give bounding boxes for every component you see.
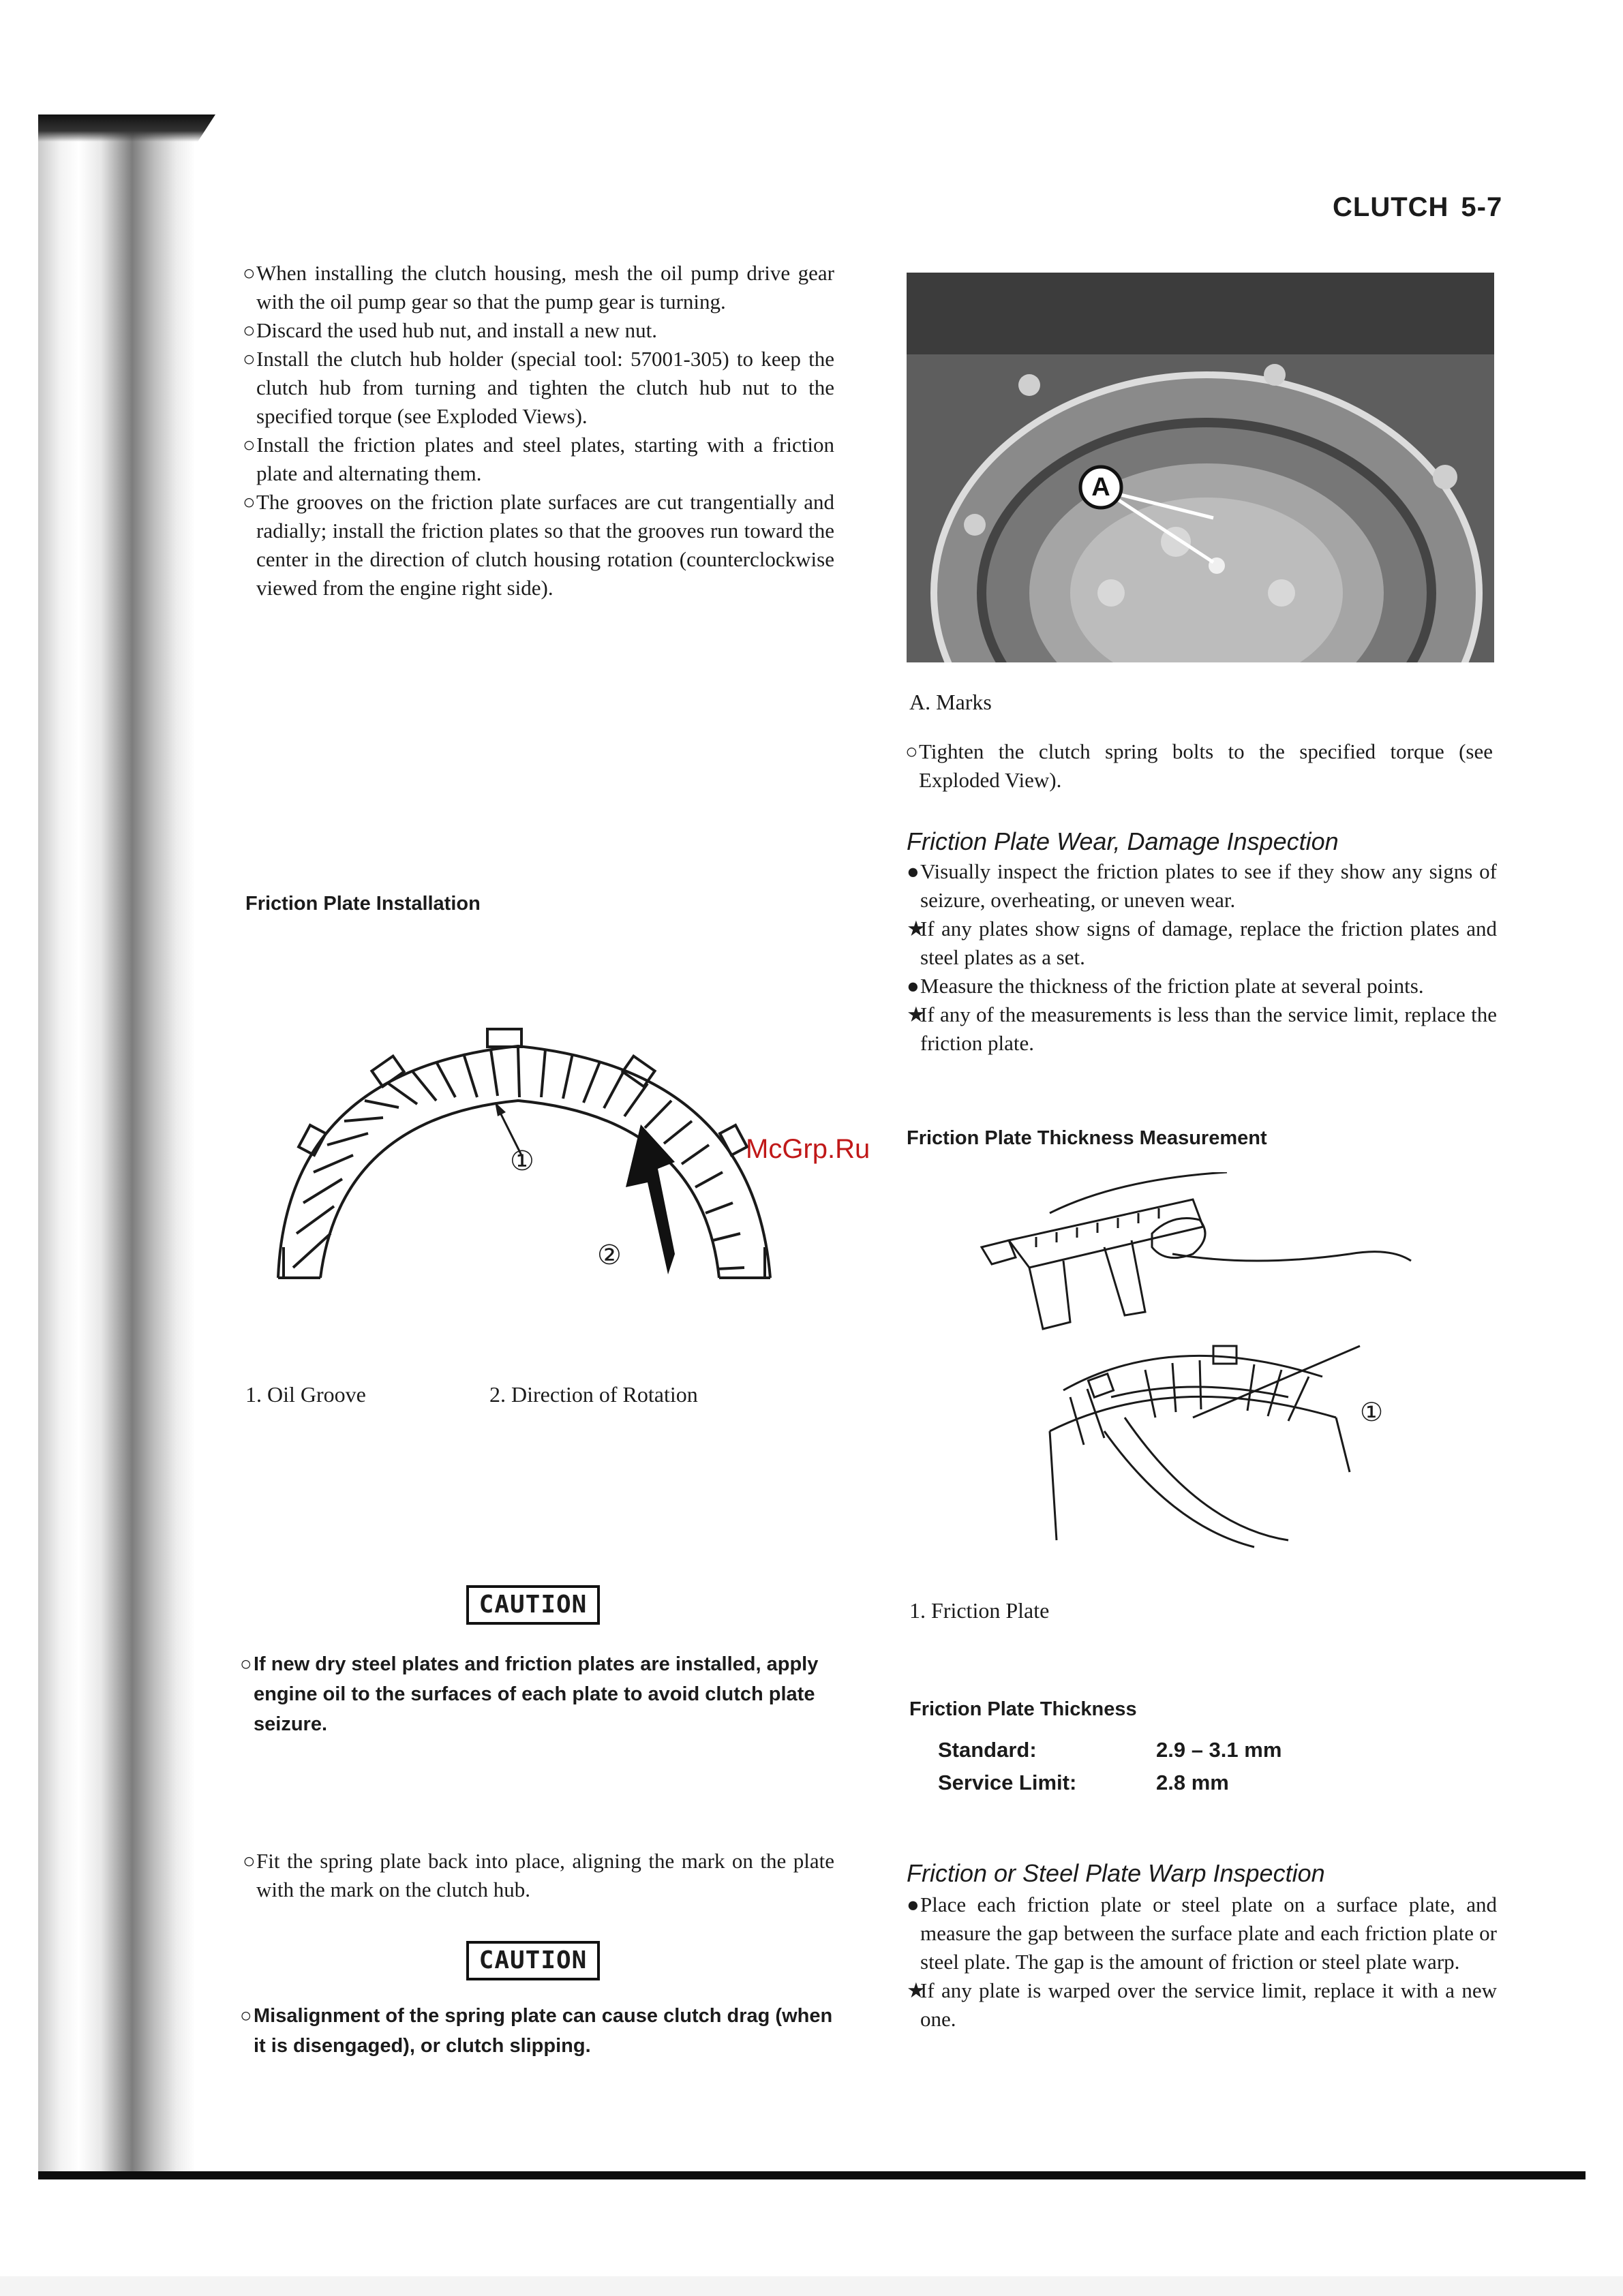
caution-text-1: ○If new dry steel plates and friction plates are installed, apply engine oil to the surfaces of each plate to avoid clutch plate seizure. <box>240 1653 819 1735</box>
figure-title-thickness: Friction Plate Thickness Measurement <box>907 1127 1267 1149</box>
photo-label-a: A <box>1091 473 1110 502</box>
list-item: ○Install the friction plates and steel plates, starting with a friction plate and alternating them. <box>243 433 834 485</box>
list-item: ★If any plates show signs of damage, replace the friction plates and steel plates as a set. <box>907 917 1497 969</box>
spring-plate-instruction: ○Fit the spring plate back into place, aligning the mark on the plate with the mark on the clutch hub. <box>243 1849 834 1901</box>
spec-value-standard: 2.9 – 3.1 mm <box>1156 1738 1282 1762</box>
spec-title: Friction Plate Thickness <box>909 1698 1137 1720</box>
warp-heading: Friction or Steel Plate Warp Inspection <box>907 1859 1325 1887</box>
list-item: ★If any of the measurements is less than the service limit, replace the friction plate. <box>907 1002 1497 1055</box>
spec-value-limit: 2.8 mm <box>1156 1771 1229 1794</box>
legend-direction: 2. Direction of Rotation <box>489 1382 698 1407</box>
legend-oil-groove: 1. Oil Groove <box>245 1382 366 1407</box>
page-bottom-rule <box>38 2171 1586 2179</box>
list-item: ●Place each friction plate or steel plate on a surface plate, and measure the gap between the surface plate and each friction plate or steel plate. The gap is the amount of friction or steel plate warp. <box>907 1893 1497 1974</box>
list-item: ○The grooves on the friction plate surfaces are cut trangentially and radially; install the friction plates so that the grooves run toward the center in the direction of clutch housing rotation (counterclockwise viewed from the engine right side). <box>243 490 834 600</box>
warp-list <box>907 1891 1497 2034</box>
list-item: ★If any plate is warped over the service limit, replace it with a new one. <box>907 1978 1497 2031</box>
list-item: ●Visually inspect the friction plates to see if they show any signs of seizure, overheating, or uneven wear. <box>907 859 1497 912</box>
caution-text-2: ○Misalignment of the spring plate can cause clutch drag (when it is disengaged), or clutch slipping. <box>240 2005 833 2057</box>
list-item: ○Discard the used hub nut, and install a new nut. <box>243 318 658 342</box>
section-title: CLUTCH <box>1333 192 1449 222</box>
wear-list <box>907 857 1497 1058</box>
left-instructions <box>243 259 834 602</box>
scan-margin <box>0 2276 1623 2296</box>
watermark: McGrp.Ru <box>746 1134 870 1164</box>
list-item: ○When installing the clutch housing, mesh the oil pump drive gear with the oil pump gear so that the pump gear is turning. <box>243 261 834 313</box>
photo-caption: A. Marks <box>909 690 992 714</box>
caution-box-1: CAUTION <box>466 1585 600 1625</box>
caution-box-2: CAUTION <box>466 1941 600 1980</box>
wear-heading: Friction Plate Wear, Damage Inspection <box>907 827 1339 855</box>
spec-label-limit: Service Limit: <box>938 1771 1077 1794</box>
page-header <box>1333 192 1502 223</box>
thickness-callout-1: ① <box>1360 1398 1384 1427</box>
figure-title-installation: Friction Plate Installation <box>245 893 481 915</box>
figure-callout-2: ② <box>597 1240 622 1270</box>
book-spine-shadow <box>38 116 195 2178</box>
figure-callout-1: ① <box>510 1146 534 1176</box>
torque-instruction: ○Tighten the clutch spring bolts to the specified torque (see Exploded View). <box>905 739 1493 792</box>
list-item: ○Install the clutch hub holder (special tool: 57001-305) to keep the clutch hub from turning and tighten the clutch hub nut to the specified torque (see Exploded Views). <box>243 347 834 428</box>
list-item: ●Measure the thickness of the friction plate at several points. <box>907 974 1424 998</box>
thickness-measurement-diagram <box>968 1172 1445 1554</box>
thickness-legend: 1. Friction Plate <box>909 1598 1050 1623</box>
page-number: 5-7 <box>1461 192 1503 222</box>
clutch-photo <box>907 273 1494 662</box>
book-spine-top <box>38 114 215 142</box>
spec-label-standard: Standard: <box>938 1738 1037 1762</box>
